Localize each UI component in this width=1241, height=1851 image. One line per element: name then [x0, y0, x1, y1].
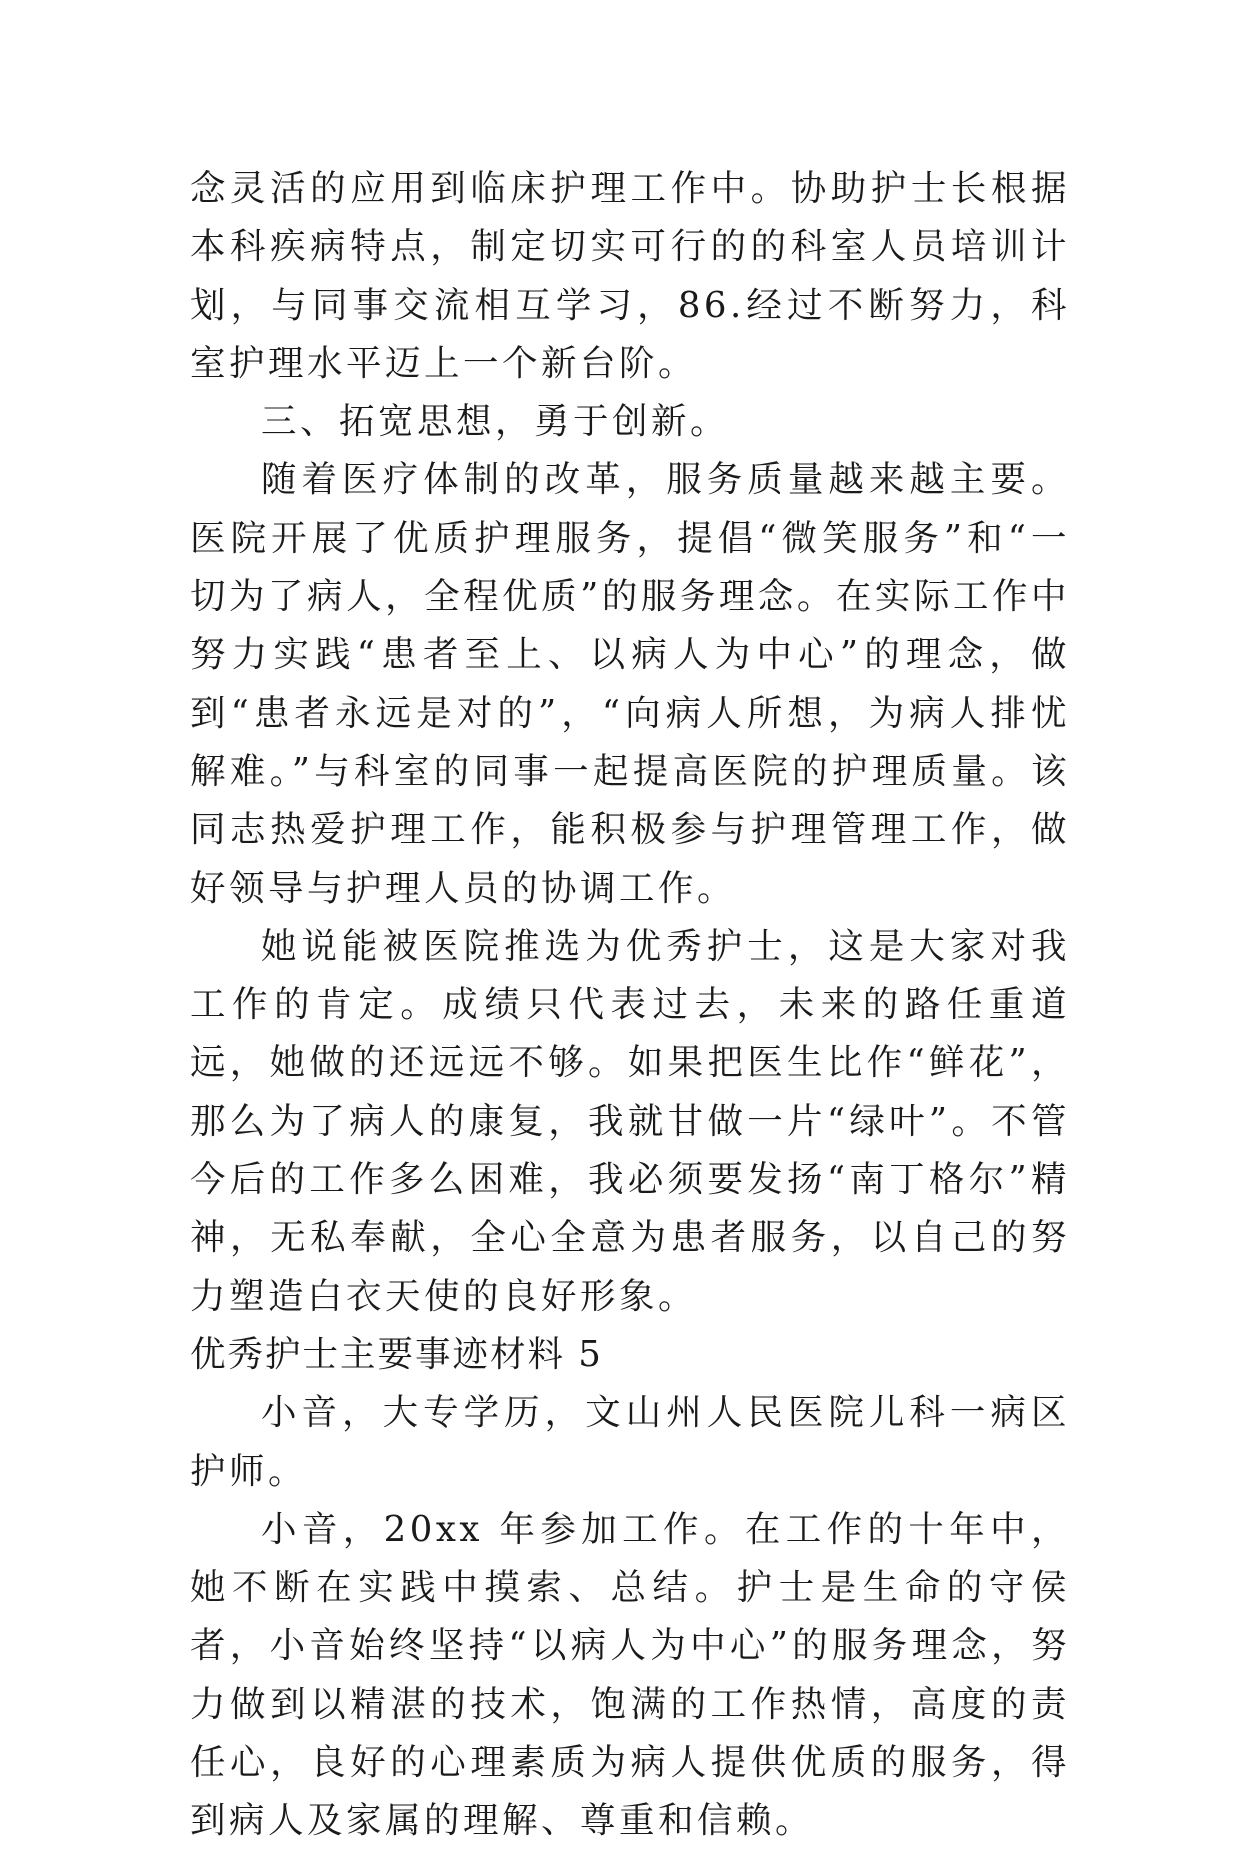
paragraph-career: 小音，20xx 年参加工作。在工作的十年中，她不断在实践中摸索、总结。护士是生命的守侯者，小音始终坚持“以病人为中心”的服务理念，努力做到以精湛的技术，饱满的工作热情，高度的责任心，良好的心理素质为病人提供优质的服务，得到病人及家属的理解、尊重和信赖。: [190, 1508, 1070, 1842]
paragraph-intro: 小音，大专学历，文山州人民医院儿科一病区护师。: [190, 1392, 1070, 1492]
document-body: [190, 160, 1070, 1851]
paragraph-continuation: 念灵活的应用到临床护理工作中。协助护士长根据本科疾病特点，制定切实可行的的科室人员培训计划，与同事交流相互学习，86.经过不断努力，科室护理水平迈上一个新台阶。: [190, 168, 1070, 384]
section-heading-three: 三、拓宽思想，勇于创新。: [261, 401, 730, 443]
paragraph-quality-service: 随着医疗体制的改革，服务质量越来越主要。医院开展了优质护理服务，提倡“微笑服务”和“一切为了病人，全程优质”的服务理念。在实际工作中努力实践“患者至上、以病人为中心”的理念，做到“患者永远是对的”，“向病人所想，为病人排忧解难。”与科室的同事一起提高医院的护理质量。该同志热爱护理工作，能积极参与护理管理工作，做好领导与护理人员的协调工作。: [190, 459, 1070, 909]
paragraph-recognition: 她说能被医院推选为优秀护士，这是大家对我工作的肯定。成绩只代表过去，未来的路任重道远，她做的还远远不够。如果把医生比作“鲜花”，那么为了病人的康复，我就甘做一片“绿叶”。不管今后的工作多么困难，我必须要发扬“南丁格尔”精神，无私奉献，全心全意为患者服务，以自己的努力塑造白衣天使的良好形象。: [190, 925, 1070, 1317]
section-title: 优秀护士主要事迹材料 5: [190, 1333, 603, 1375]
